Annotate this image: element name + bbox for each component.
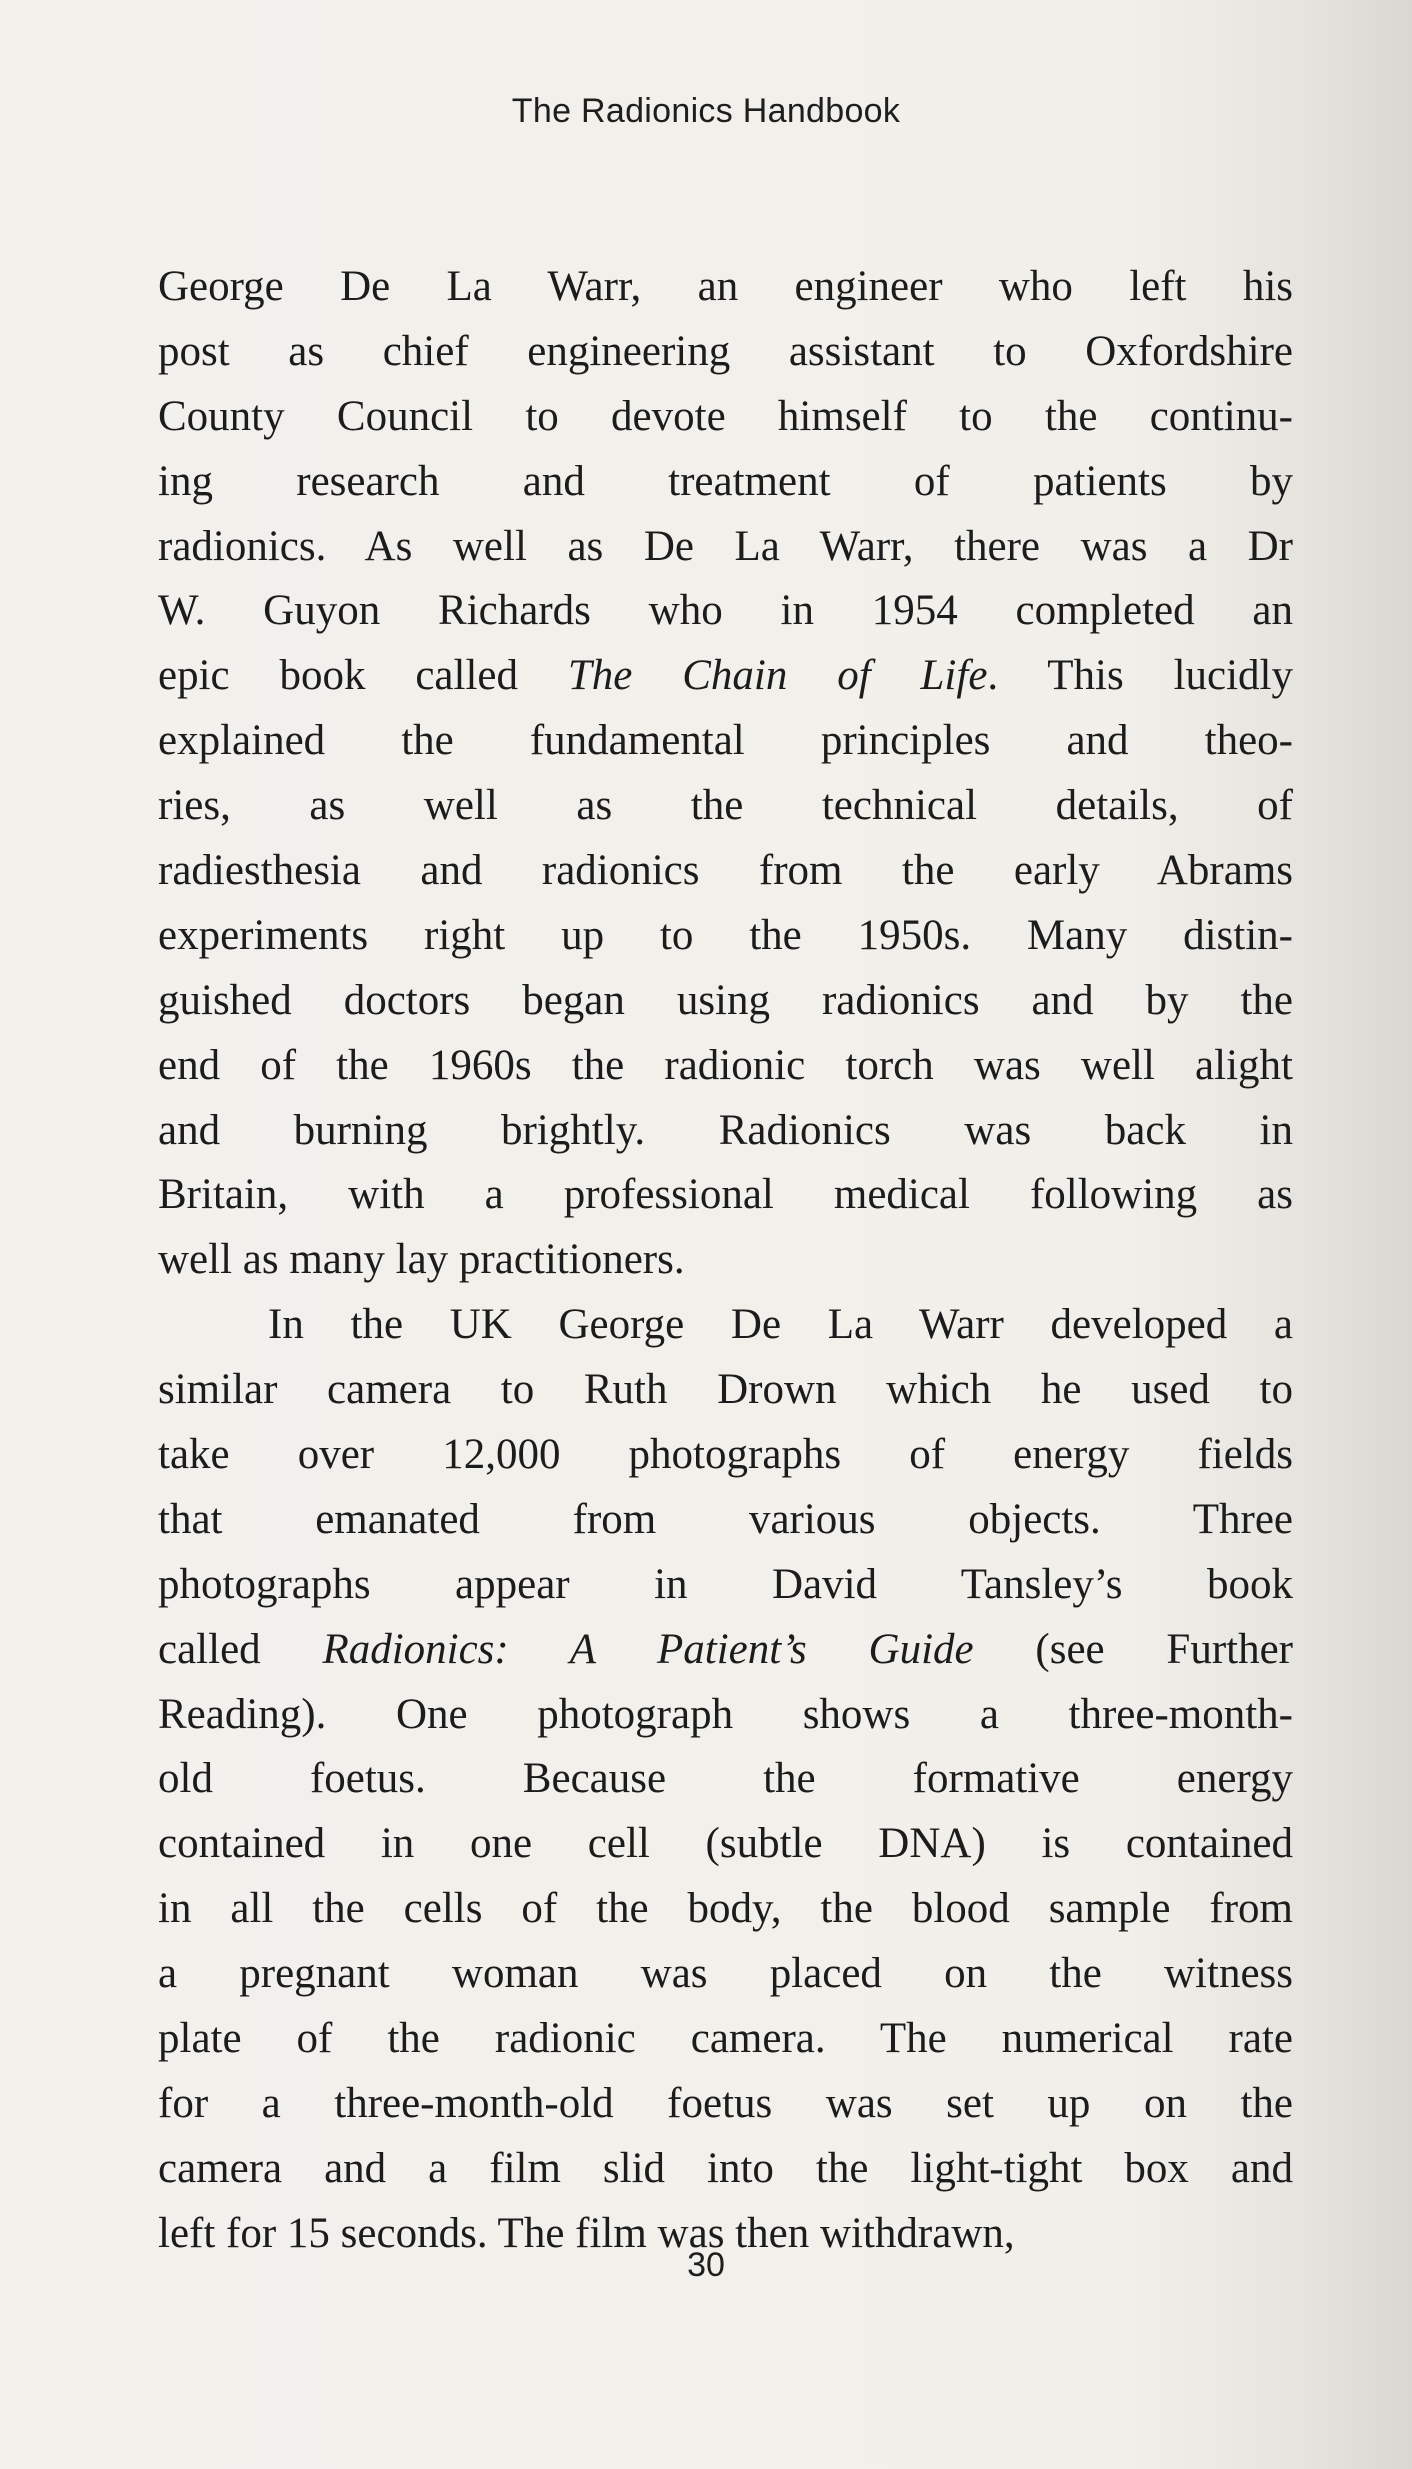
running-head: The Radionics Handbook bbox=[511, 92, 901, 130]
text-line: County Council to devote himself to the continu- bbox=[158, 392, 1293, 440]
text-line: In the UK George De La Warr developed a bbox=[268, 1301, 1293, 1349]
text-line: plate of the radionic camera. The numerical rate bbox=[158, 2015, 1293, 2063]
text-line: experiments right up to the 1950s. Many distin- bbox=[158, 911, 1293, 959]
text-line: photographs appear in David Tansley’s book bbox=[158, 1560, 1293, 1608]
text-line: camera and a film slid into the light-tight box and bbox=[158, 2144, 1293, 2192]
text-line: take over 12,000 photographs of energy fields bbox=[158, 1431, 1293, 1479]
text-line: called Radionics: A Patient’s Guide (see Further bbox=[158, 1625, 1293, 1673]
text-line: guished doctors began using radionics and by the bbox=[158, 976, 1293, 1024]
text-line: ing research and treatment of patients by bbox=[158, 457, 1293, 505]
italic-title: The Chain of Life bbox=[567, 652, 988, 700]
text-line: radionics. As well as De La Warr, there was a Dr bbox=[158, 522, 1293, 570]
body-text bbox=[158, 255, 1293, 2267]
text-line: Reading). One photograph shows a three-month- bbox=[158, 1690, 1293, 1738]
text-line: and burning brightly. Radionics was back in bbox=[158, 1106, 1293, 1154]
text-line: a pregnant woman was placed on the witness bbox=[158, 1950, 1293, 1998]
page-number: 30 bbox=[687, 2246, 725, 2284]
text-line: left for 15 seconds. The film was then withdrawn, bbox=[158, 2209, 1015, 2257]
text-line: that emanated from various objects. Three bbox=[158, 1495, 1293, 1543]
text-line: Britain, with a professional medical following as bbox=[158, 1171, 1293, 1219]
text-line: W. Guyon Richards who in 1954 completed an bbox=[158, 587, 1293, 635]
text-line: radiesthesia and radionics from the early Abrams bbox=[158, 847, 1293, 895]
text-line: old foetus. Because the formative energy bbox=[158, 1755, 1293, 1803]
text-line: post as chief engineering assistant to Oxfordshire bbox=[158, 327, 1293, 375]
paragraph bbox=[158, 1293, 1293, 2266]
text-line: George De La Warr, an engineer who left his bbox=[158, 263, 1293, 310]
text-line: end of the 1960s the radionic torch was well alight bbox=[158, 1041, 1293, 1089]
paragraph bbox=[158, 255, 1293, 1293]
text-line: epic book called The Chain of Life. This lucidly bbox=[158, 652, 1293, 700]
italic-title: Radionics: A Patient’s Guide bbox=[322, 1625, 974, 1673]
text-line: explained the fundamental principles and theo- bbox=[158, 717, 1293, 765]
text-line: contained in one cell (subtle DNA) is contained bbox=[158, 1820, 1293, 1868]
text-line: ries, as well as the technical details, of bbox=[158, 782, 1293, 830]
text-line: well as many lay practitioners. bbox=[158, 1236, 685, 1284]
text-line: similar camera to Ruth Drown which he used to bbox=[158, 1366, 1293, 1414]
text-line: for a three-month-old foetus was set up on the bbox=[158, 2079, 1293, 2127]
text-line: in all the cells of the body, the blood sample from bbox=[158, 1885, 1293, 1933]
